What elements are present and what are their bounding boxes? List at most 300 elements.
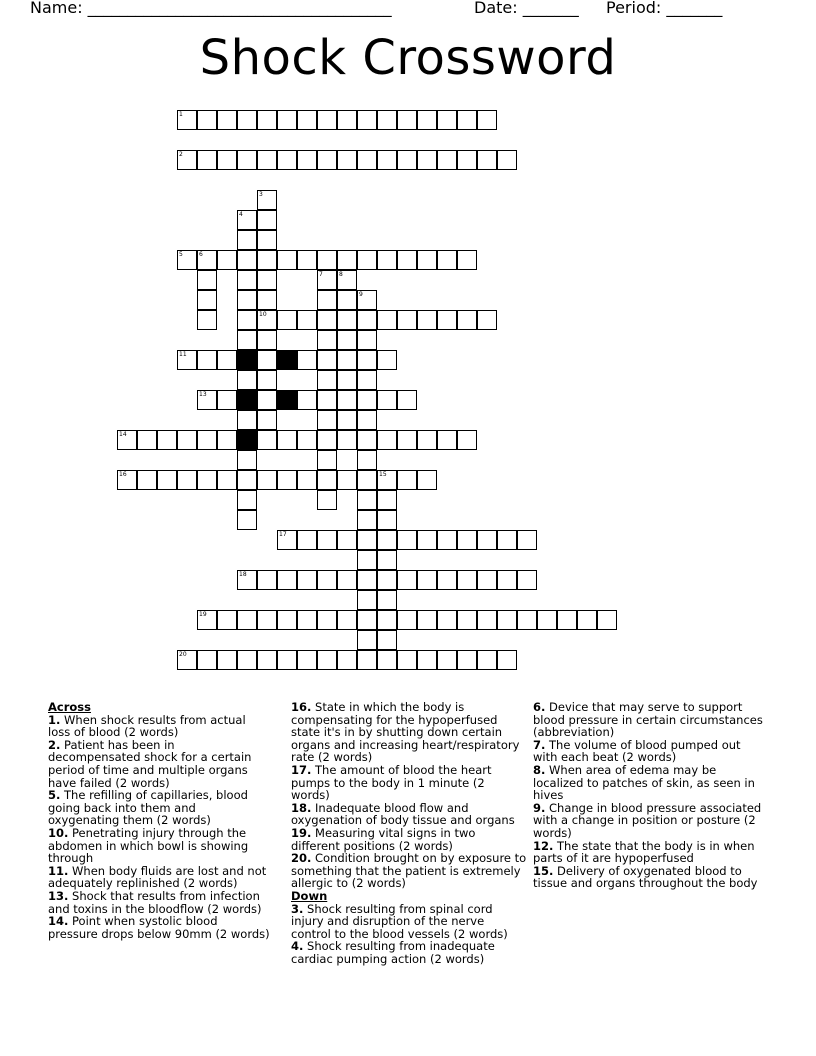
- clue-item: [533, 802, 765, 840]
- grid-cell[interactable]: [357, 330, 377, 350]
- grid-cell[interactable]: [257, 610, 277, 630]
- grid-cell[interactable]: [357, 150, 377, 170]
- grid-cell[interactable]: [357, 650, 377, 670]
- grid-cell[interactable]: [197, 650, 217, 670]
- grid-cell[interactable]: [377, 490, 397, 510]
- grid-cell[interactable]: [197, 390, 217, 410]
- grid-cell[interactable]: [177, 470, 197, 490]
- grid-cell[interactable]: [337, 150, 357, 170]
- grid-cell[interactable]: [357, 490, 377, 510]
- grid-cell[interactable]: [437, 250, 457, 270]
- grid-cell[interactable]: [237, 490, 257, 510]
- grid-cell[interactable]: [437, 310, 457, 330]
- grid-cell[interactable]: [297, 470, 317, 490]
- clue-text: The refilling of capillaries, blood going back into them and oxygenating them (2 words): [48, 788, 248, 828]
- grid-cell[interactable]: [177, 110, 197, 130]
- grid-cell[interactable]: [497, 650, 517, 670]
- grid-cell[interactable]: [357, 450, 377, 470]
- grid-cell[interactable]: [377, 530, 397, 550]
- grid-cell[interactable]: [377, 150, 397, 170]
- grid-cell[interactable]: [437, 650, 457, 670]
- grid-cell[interactable]: [437, 530, 457, 550]
- grid-cell[interactable]: [377, 250, 397, 270]
- clue-text: Delivery of oxygenated blood to tissue and organs throughout the body: [533, 863, 758, 891]
- grid-cell[interactable]: [377, 610, 397, 630]
- grid-cell[interactable]: [297, 350, 317, 370]
- grid-cell[interactable]: [197, 290, 217, 310]
- grid-cell[interactable]: [417, 250, 437, 270]
- grid-cell[interactable]: [237, 110, 257, 130]
- grid-cell[interactable]: [417, 430, 437, 450]
- grid-cell[interactable]: [357, 530, 377, 550]
- grid-cell[interactable]: [377, 590, 397, 610]
- grid-cell[interactable]: [197, 270, 217, 290]
- grid-cell[interactable]: [297, 310, 317, 330]
- grid-cell[interactable]: [357, 430, 377, 450]
- grid-cell[interactable]: [477, 610, 497, 630]
- grid-cell[interactable]: [477, 530, 497, 550]
- grid-cell[interactable]: [217, 430, 237, 450]
- period-field[interactable]: Period: _______: [606, 0, 723, 17]
- clue-number: 10.: [48, 825, 69, 840]
- grid-cell[interactable]: [337, 410, 357, 430]
- clue-number: 2.: [48, 737, 61, 752]
- grid-cell[interactable]: [297, 110, 317, 130]
- grid-cell[interactable]: [437, 570, 457, 590]
- grid-cell[interactable]: [297, 390, 317, 410]
- grid-cell[interactable]: [197, 430, 217, 450]
- grid-cell[interactable]: [397, 430, 417, 450]
- clue-number: 11.: [48, 863, 69, 878]
- grid-cell[interactable]: [377, 470, 397, 490]
- grid-cell[interactable]: [197, 250, 217, 270]
- grid-cell[interactable]: [337, 430, 357, 450]
- grid-cell[interactable]: [477, 150, 497, 170]
- grid-cell[interactable]: [137, 430, 157, 450]
- grid-cell[interactable]: [337, 310, 357, 330]
- grid-cell[interactable]: [357, 410, 377, 430]
- grid-cell[interactable]: [497, 150, 517, 170]
- grid-cell[interactable]: [317, 650, 337, 670]
- grid-cell[interactable]: [257, 250, 277, 270]
- grid-cell[interactable]: [377, 630, 397, 650]
- grid-cell[interactable]: [317, 370, 337, 390]
- grid-cell[interactable]: [237, 470, 257, 490]
- clue-number: 1.: [48, 712, 61, 727]
- clue-number-label: 10: [259, 311, 267, 318]
- grid-cell[interactable]: [197, 470, 217, 490]
- clue-number-label: 18: [239, 571, 247, 578]
- grid-cell[interactable]: [357, 350, 377, 370]
- grid-cell[interactable]: [257, 230, 277, 250]
- grid-cell[interactable]: [337, 370, 357, 390]
- clue-number: 7.: [533, 737, 546, 752]
- clue-item: [48, 789, 270, 827]
- grid-cell[interactable]: [117, 470, 137, 490]
- clue-number: 20.: [291, 851, 312, 866]
- grid-cell[interactable]: [477, 310, 497, 330]
- grid-cell[interactable]: [317, 450, 337, 470]
- grid-cell[interactable]: [597, 610, 617, 630]
- grid-cell[interactable]: [417, 150, 437, 170]
- grid-cell[interactable]: [337, 650, 357, 670]
- grid-cell[interactable]: [477, 650, 497, 670]
- grid-cell[interactable]: [357, 310, 377, 330]
- clue-text: Shock resulting from spinal cord injury and disruption of the nerve control to the blood vessels (2 words): [291, 901, 508, 941]
- clue-number-label: 4: [239, 211, 243, 218]
- grid-cell[interactable]: [397, 110, 417, 130]
- grid-cell[interactable]: [377, 650, 397, 670]
- grid-cell[interactable]: [317, 490, 337, 510]
- grid-cell[interactable]: [317, 570, 337, 590]
- grid-cell[interactable]: [257, 150, 277, 170]
- grid-cell[interactable]: [237, 270, 257, 290]
- grid-cell[interactable]: [257, 310, 277, 330]
- clue-number-label: 11: [179, 351, 187, 358]
- grid-cell[interactable]: [257, 650, 277, 670]
- clue-number-label: 2: [179, 151, 183, 158]
- grid-cell[interactable]: [277, 650, 297, 670]
- grid-cell[interactable]: [557, 610, 577, 630]
- grid-cell[interactable]: [297, 150, 317, 170]
- grid-cell[interactable]: [317, 470, 337, 490]
- grid-cell[interactable]: [437, 430, 457, 450]
- grid-cell[interactable]: [297, 570, 317, 590]
- grid-cell[interactable]: [217, 610, 237, 630]
- grid-cell[interactable]: [417, 530, 437, 550]
- grid-cell[interactable]: [377, 110, 397, 130]
- grid-cell[interactable]: [317, 290, 337, 310]
- grid-cell[interactable]: [137, 470, 157, 490]
- grid-cell[interactable]: [277, 530, 297, 550]
- grid-cell[interactable]: [337, 290, 357, 310]
- grid-cell[interactable]: [377, 350, 397, 370]
- grid-cell[interactable]: [237, 250, 257, 270]
- grid-cell[interactable]: [317, 270, 337, 290]
- grid-cell[interactable]: [297, 530, 317, 550]
- clue-number: 18.: [291, 800, 312, 815]
- clue-item: [48, 865, 270, 890]
- grid-cell[interactable]: [257, 470, 277, 490]
- black-cell: [237, 350, 257, 370]
- clue-number-label: 8: [339, 271, 343, 278]
- clue-number: 8.: [533, 762, 546, 777]
- clue-item: [48, 827, 270, 865]
- clue-text: Condition brought on by exposure to something that the patient is extremely allergic to (2 words): [291, 851, 527, 891]
- grid-cell[interactable]: [457, 250, 477, 270]
- grid-cell[interactable]: [257, 410, 277, 430]
- grid-cell[interactable]: [377, 550, 397, 570]
- grid-cell[interactable]: [357, 110, 377, 130]
- grid-cell[interactable]: [317, 110, 337, 130]
- grid-cell[interactable]: [397, 610, 417, 630]
- grid-cell[interactable]: [237, 570, 257, 590]
- grid-cell[interactable]: [377, 570, 397, 590]
- grid-cell[interactable]: [477, 110, 497, 130]
- grid-cell[interactable]: [337, 570, 357, 590]
- grid-cell[interactable]: [397, 390, 417, 410]
- grid-cell[interactable]: [277, 110, 297, 130]
- clue-text: Shock resulting from inadequate cardiac pumping action (2 words): [291, 939, 495, 966]
- clue-number-label: 15: [379, 471, 387, 478]
- clue-number: 12.: [533, 838, 554, 853]
- date-field[interactable]: Date: _______: [474, 0, 579, 17]
- grid-cell[interactable]: [457, 650, 477, 670]
- grid-cell[interactable]: [277, 570, 297, 590]
- grid-cell[interactable]: [237, 150, 257, 170]
- grid-cell[interactable]: [157, 430, 177, 450]
- grid-cell[interactable]: [357, 390, 377, 410]
- grid-cell[interactable]: [317, 150, 337, 170]
- grid-cell[interactable]: [277, 310, 297, 330]
- grid-cell[interactable]: [277, 430, 297, 450]
- clue-item: [48, 890, 270, 915]
- clue-text: The amount of blood the heart pumps to the body in 1 minute (2 words): [291, 762, 492, 803]
- grid-cell[interactable]: [217, 350, 237, 370]
- grid-cell[interactable]: [317, 330, 337, 350]
- grid-cell[interactable]: [337, 350, 357, 370]
- grid-cell[interactable]: [397, 650, 417, 670]
- grid-cell[interactable]: [397, 530, 417, 550]
- grid-cell[interactable]: [337, 110, 357, 130]
- grid-cell[interactable]: [417, 470, 437, 490]
- clue-item: [48, 915, 270, 940]
- grid-cell[interactable]: [377, 390, 397, 410]
- clue-text: Patient has been in decompensated shock for a certain period of time and multiple organs have failed (2 words): [48, 737, 252, 790]
- grid-cell[interactable]: [217, 250, 237, 270]
- grid-cell[interactable]: [257, 570, 277, 590]
- grid-cell[interactable]: [177, 650, 197, 670]
- grid-cell[interactable]: [217, 150, 237, 170]
- grid-cell[interactable]: [397, 470, 417, 490]
- clues-column-1: [48, 701, 270, 940]
- grid-cell[interactable]: [397, 150, 417, 170]
- grid-cell[interactable]: [377, 430, 397, 450]
- grid-cell[interactable]: [377, 510, 397, 530]
- grid-cell[interactable]: [357, 510, 377, 530]
- grid-cell[interactable]: [277, 610, 297, 630]
- grid-cell[interactable]: [237, 650, 257, 670]
- grid-cell[interactable]: [397, 250, 417, 270]
- grid-cell[interactable]: [297, 610, 317, 630]
- grid-cell[interactable]: [317, 250, 337, 270]
- grid-cell[interactable]: [357, 590, 377, 610]
- grid-cell[interactable]: [397, 570, 417, 590]
- clue-number: 19.: [291, 825, 312, 840]
- grid-cell[interactable]: [317, 310, 337, 330]
- grid-cell[interactable]: [337, 390, 357, 410]
- grid-cell[interactable]: [357, 370, 377, 390]
- grid-cell[interactable]: [337, 470, 357, 490]
- grid-cell[interactable]: [257, 350, 277, 370]
- grid-cell[interactable]: [237, 450, 257, 470]
- grid-cell[interactable]: [177, 250, 197, 270]
- clue-item: [48, 714, 270, 739]
- down-clue-list: [291, 903, 527, 966]
- grid-cell[interactable]: [497, 530, 517, 550]
- name-field[interactable]: Name: ______________________________________: [30, 0, 392, 17]
- grid-cell[interactable]: [357, 630, 377, 650]
- grid-cell[interactable]: [117, 430, 137, 450]
- clue-number: 13.: [48, 888, 69, 903]
- grid-cell[interactable]: [257, 270, 277, 290]
- grid-cell[interactable]: [297, 430, 317, 450]
- grid-cell[interactable]: [197, 310, 217, 330]
- clue-text: When area of edema may be localized to patches of skin, as seen in hives: [533, 762, 755, 803]
- grid-cell[interactable]: [177, 430, 197, 450]
- clue-text: Shock that results from infection and toxins in the bloodflow (2 words): [48, 888, 262, 916]
- grid-cell[interactable]: [277, 470, 297, 490]
- grid-cell[interactable]: [357, 570, 377, 590]
- clue-number-label: 5: [179, 251, 183, 258]
- grid-cell[interactable]: [457, 110, 477, 130]
- grid-cell[interactable]: [457, 530, 477, 550]
- grid-cell[interactable]: [457, 570, 477, 590]
- grid-cell[interactable]: [297, 650, 317, 670]
- black-cell: [277, 350, 297, 370]
- grid-cell[interactable]: [317, 410, 337, 430]
- grid-cell[interactable]: [197, 350, 217, 370]
- clue-number-label: 13: [199, 391, 207, 398]
- grid-cell[interactable]: [217, 110, 237, 130]
- clue-item: [533, 739, 765, 764]
- grid-cell[interactable]: [217, 390, 237, 410]
- clue-number: 4.: [291, 939, 304, 954]
- grid-cell[interactable]: [197, 610, 217, 630]
- grid-cell[interactable]: [497, 610, 517, 630]
- grid-cell[interactable]: [237, 610, 257, 630]
- grid-cell[interactable]: [417, 110, 437, 130]
- grid-cell[interactable]: [317, 430, 337, 450]
- grid-cell[interactable]: [357, 470, 377, 490]
- grid-cell[interactable]: [237, 230, 257, 250]
- clues-column-3: [533, 701, 765, 890]
- grid-cell[interactable]: [517, 570, 537, 590]
- grid-cell[interactable]: [417, 570, 437, 590]
- grid-cell[interactable]: [237, 330, 257, 350]
- grid-cell[interactable]: [517, 530, 537, 550]
- clue-number: 6.: [533, 700, 546, 714]
- grid-cell[interactable]: [177, 150, 197, 170]
- grid-cell[interactable]: [357, 610, 377, 630]
- grid-cell[interactable]: [317, 390, 337, 410]
- grid-cell[interactable]: [437, 110, 457, 130]
- grid-cell[interactable]: [457, 610, 477, 630]
- grid-cell[interactable]: [237, 310, 257, 330]
- grid-cell[interactable]: [417, 310, 437, 330]
- clue-item: [291, 852, 527, 890]
- grid-cell[interactable]: [417, 610, 437, 630]
- grid-cell[interactable]: [237, 210, 257, 230]
- grid-cell[interactable]: [277, 250, 297, 270]
- grid-cell[interactable]: [457, 310, 477, 330]
- grid-cell[interactable]: [337, 530, 357, 550]
- black-cell: [277, 390, 297, 410]
- clue-text: Device that may serve to support blood pressure in certain circumstances (abbreviation): [533, 700, 763, 740]
- clue-item: [48, 739, 270, 789]
- grid-cell[interactable]: [257, 370, 277, 390]
- clue-text: Inadequate blood flow and oxygenation of body tissue and organs: [291, 800, 515, 828]
- grid-cell[interactable]: [257, 330, 277, 350]
- grid-cell[interactable]: [257, 110, 277, 130]
- grid-cell[interactable]: [377, 310, 397, 330]
- clue-text: Change in blood pressure associated with a change in position or posture (2 words): [533, 800, 762, 840]
- clue-number: 14.: [48, 914, 69, 929]
- grid-cell[interactable]: [457, 150, 477, 170]
- across-heading: Across: [48, 700, 91, 714]
- grid-cell[interactable]: [257, 210, 277, 230]
- grid-cell[interactable]: [157, 470, 177, 490]
- grid-cell[interactable]: [217, 650, 237, 670]
- clue-number-label: 7: [319, 271, 323, 278]
- grid-cell[interactable]: [237, 370, 257, 390]
- grid-cell[interactable]: [357, 550, 377, 570]
- page-title: Shock Crossword: [199, 30, 617, 86]
- grid-cell[interactable]: [177, 350, 197, 370]
- grid-cell[interactable]: [577, 610, 597, 630]
- grid-cell[interactable]: [257, 390, 277, 410]
- clue-text: Point when systolic blood pressure drops below 90mm (2 words): [48, 914, 270, 941]
- grid-cell[interactable]: [457, 430, 477, 450]
- grid-cell[interactable]: [337, 610, 357, 630]
- grid-cell[interactable]: [317, 350, 337, 370]
- grid-cell[interactable]: [437, 610, 457, 630]
- grid-cell[interactable]: [337, 270, 357, 290]
- grid-cell[interactable]: [337, 330, 357, 350]
- grid-cell[interactable]: [317, 610, 337, 630]
- grid-cell[interactable]: [197, 150, 217, 170]
- black-cell: [237, 430, 257, 450]
- clue-number-label: 14: [119, 431, 127, 438]
- clue-item: [533, 865, 765, 890]
- clue-number-label: 20: [179, 651, 187, 658]
- grid-cell[interactable]: [477, 570, 497, 590]
- grid-cell[interactable]: [257, 290, 277, 310]
- grid-cell[interactable]: [217, 470, 237, 490]
- clue-number-label: 19: [199, 611, 207, 618]
- grid-cell[interactable]: [417, 650, 437, 670]
- clue-item: [533, 840, 765, 865]
- grid-cell[interactable]: [257, 430, 277, 450]
- grid-cell[interactable]: [397, 310, 417, 330]
- grid-cell[interactable]: [237, 510, 257, 530]
- grid-cell[interactable]: [357, 250, 377, 270]
- clue-number: 9.: [533, 800, 546, 815]
- clue-item: [291, 940, 527, 965]
- clue-number: 3.: [291, 901, 304, 916]
- clue-number: 17.: [291, 762, 312, 777]
- grid-cell[interactable]: [237, 410, 257, 430]
- clue-text: When body fluids are lost and not adequately replinished (2 words): [48, 863, 267, 891]
- grid-cell[interactable]: [517, 610, 537, 630]
- grid-cell[interactable]: [437, 150, 457, 170]
- down-clue-list-continued: [533, 701, 765, 890]
- grid-cell[interactable]: [197, 110, 217, 130]
- clue-text: The volume of blood pumped out with each beat (2 words): [533, 737, 741, 765]
- grid-cell[interactable]: [297, 250, 317, 270]
- grid-cell[interactable]: [357, 290, 377, 310]
- grid-cell[interactable]: [317, 530, 337, 550]
- clue-number-label: 16: [119, 471, 127, 478]
- grid-cell[interactable]: [337, 250, 357, 270]
- down-heading: Down: [291, 888, 328, 903]
- grid-cell[interactable]: [277, 150, 297, 170]
- grid-cell[interactable]: [237, 290, 257, 310]
- grid-cell[interactable]: [497, 570, 517, 590]
- grid-cell[interactable]: [257, 190, 277, 210]
- grid-cell[interactable]: [537, 610, 557, 630]
- clue-number-label: 1: [179, 111, 183, 118]
